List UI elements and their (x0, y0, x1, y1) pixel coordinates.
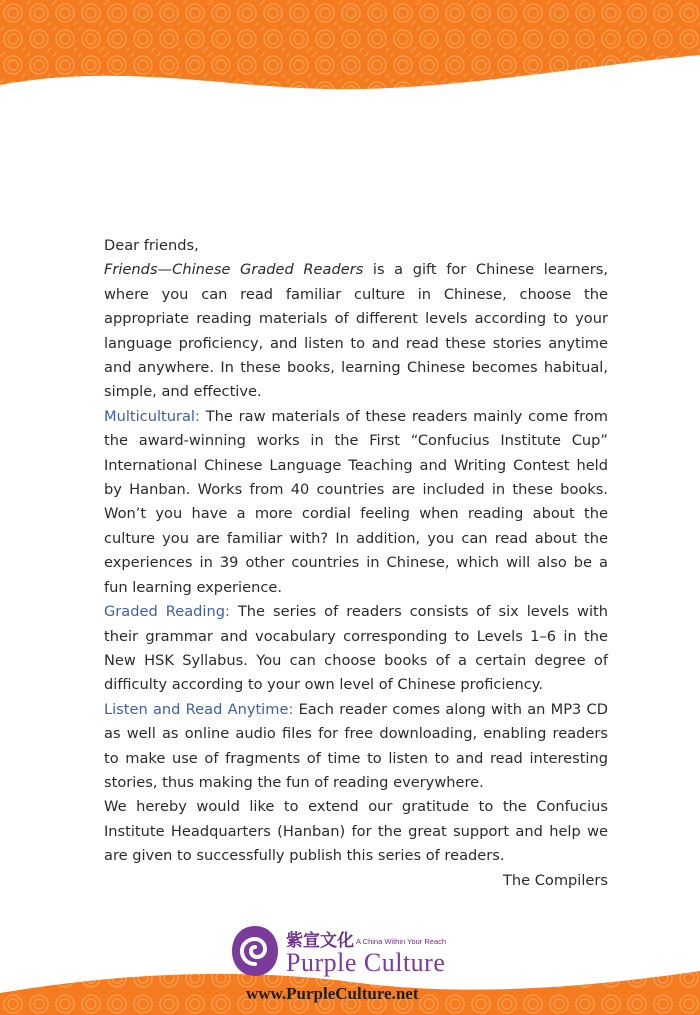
section-text: The series of readers consists of six levels with their grammar and vocabulary corresponding to Levels 1–6 in the New HSK Syllabus. You can choose books of a certain degree of difficulty according to your own level of Chinese proficiency. (104, 603, 608, 694)
purple-culture-watermark (228, 920, 518, 1015)
section-text: Each reader comes along with an MP3 CD as well as online audio files for free downloading, enabling readers to make use of fragments of time to listen to and read interesting stories, thus making the fun of reading everywhere. (104, 700, 608, 791)
series-title: Friends—Chinese Graded Readers (104, 261, 364, 279)
section-multicultural (104, 405, 608, 600)
section-text: The raw materials of these readers mainly come from the award-winning works in the First “Confucius Institute Cup” International Chinese Language Teaching and Writing Contest held by Hanban. Works from 40 countries are included in these books. Won’t you have a more cordial feeling when reading about the culture you are familiar with? In addition, you can read about the experiences in 39 other countries in Chinese, which will also be a fun learning experience. (104, 407, 608, 596)
intro-text: is a gift for Chinese learners, where you can read familiar culture in Chinese, choose the appropriate reading materials of different levels according to your language proficiency, and listen to and read these stories anytime and anywhere. In these books, learning Chinese becomes habitual, simple, and effective. (104, 261, 608, 401)
thanks-paragraph: We hereby would like to extend our gratitude to the Confucius Institute Headquarters (Hanban) for the great support and help we are given to successfully publish this series of readers. (104, 798, 608, 865)
preface-letter (104, 234, 608, 893)
brand-tagline: A China Within Your Reach (356, 937, 447, 946)
section-heading: Multicultural: (104, 407, 200, 425)
brand-url: www.PurpleCulture.net (246, 984, 419, 1003)
intro-paragraph (104, 258, 608, 404)
section-heading: Listen and Read Anytime: (104, 700, 294, 718)
brand-name: Purple Culture (286, 948, 446, 977)
section-heading: Graded Reading: (104, 603, 230, 621)
section-listen-read (104, 698, 608, 796)
top-decorative-band (0, 0, 700, 110)
section-graded-reading (104, 600, 608, 698)
signature: The Compilers (502, 871, 608, 889)
greeting: Dear friends, (104, 237, 199, 254)
chinese-brand-name: 紫宣文化 (286, 931, 354, 951)
swirl-logo-icon (230, 924, 280, 978)
